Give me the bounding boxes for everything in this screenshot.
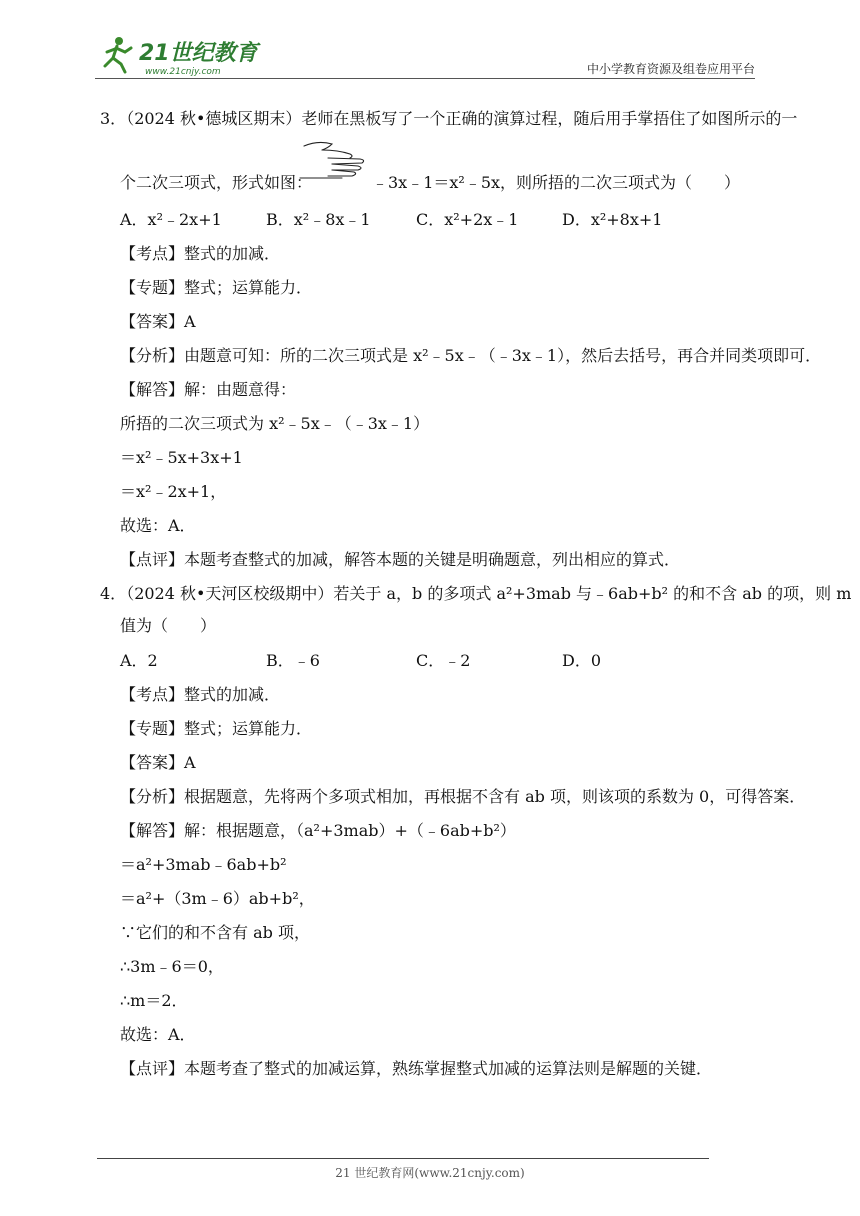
q3-step: ＝x²﹣5x+3x+1: [120, 448, 243, 467]
platform-name: 中小学教育资源及组卷应用平台: [586, 62, 755, 76]
q3-option-d[interactable]: D．x²+8x+1: [562, 210, 663, 229]
q4-number: 4．: [100, 584, 127, 603]
q4-option-b[interactable]: B．﹣6: [266, 651, 320, 670]
q4-kaodian: 【考点】整式的加减．: [120, 685, 281, 704]
q3-step: 所捂的二次三项式为 x²﹣5x﹣（﹣3x﹣1）: [120, 414, 430, 433]
q3-number: 3．: [100, 109, 127, 128]
q4-step: ∴m＝2．: [120, 991, 188, 1010]
q4-answer: 【答案】A: [120, 753, 196, 772]
q3-option-c[interactable]: C．x²+2x﹣1: [416, 210, 519, 229]
q4-option-c[interactable]: C．﹣2: [416, 651, 471, 670]
q4-step: ＝a²+3mab﹣6ab+b²: [120, 855, 287, 874]
q3-comment: 【点评】本题考查整式的加减，解答本题的关键是明确题意，列出相应的算式．: [120, 550, 681, 569]
header-divider: [95, 78, 755, 79]
q4-step: ＝a²+（3m﹣6）ab+b²，: [120, 889, 315, 908]
q3-stem-line1: 3．（2024 秋•德城区期末）老师在黑板写了一个正确的演算过程，随后用手掌捂住了如图所示的一: [100, 109, 798, 128]
runner-icon: [105, 37, 131, 72]
q4-stem-line1: 4．（2024 秋•天河区校级期中）若关于 a，b 的多项式 a²+3mab 与﹣6ab+b² 的和不含 ab 的项，则 m: [100, 584, 852, 603]
q3-kaodian: 【考点】整式的加减．: [120, 244, 281, 263]
q3-zhuanti: 【专题】整式；运算能力．: [120, 278, 313, 297]
q4-analysis: 【分析】根据题意，先将两个多项式相加，再根据不含有 ab 项，则该项的系数为 0，可得答案．: [120, 787, 806, 806]
footer-divider: [97, 1158, 709, 1159]
q3-option-a[interactable]: A．x²﹣2x+1: [120, 210, 222, 229]
q4-stem-line2: 值为（ ）: [120, 616, 217, 635]
q3-step: ＝x²﹣2x+1，: [120, 482, 227, 501]
q3-solution-head: 【解答】解：由题意得：: [120, 380, 297, 399]
q4-option-d[interactable]: D．0: [562, 651, 602, 670]
q3-stem-line2-post: ﹣3x﹣1＝x²﹣5x，则所捂的二次三项式为（ ）: [372, 173, 741, 192]
q4-step: ∵它们的和不含有 ab 项，: [120, 923, 310, 942]
site-logo: [95, 34, 265, 78]
q3-option-b[interactable]: B．x²﹣8x﹣1: [266, 210, 371, 229]
hand-icon: [298, 138, 368, 186]
q4-option-a[interactable]: A．2: [120, 651, 158, 670]
q4-solution-head: 【解答】解：根据题意，（a²+3mab）+（﹣6ab+b²）: [120, 821, 516, 840]
footer-link[interactable]: 21 世纪教育网(www.21cnjy.com): [335, 1166, 525, 1180]
q3-step: 故选：A．: [120, 516, 196, 535]
q4-comment: 【点评】本题考查了整式的加减运算，熟练掌握整式加减的运算法则是解题的关键．: [120, 1059, 713, 1078]
q4-zhuanti: 【专题】整式；运算能力．: [120, 719, 313, 738]
q3-answer: 【答案】A: [120, 312, 196, 331]
q4-step: 故选：A．: [120, 1025, 196, 1044]
logo-url: www.21cnjy.com: [145, 67, 221, 77]
q3-analysis: 【分析】由题意可知：所的二次三项式是 x²﹣5x﹣（﹣3x﹣1），然后去括号，再合并同类项即可．: [120, 346, 822, 365]
q4-step: ∴3m﹣6＝0，: [120, 957, 224, 976]
q3-stem-line2: 个二次三项式，形式如图：: [120, 173, 313, 192]
logo-text: 21世纪教育: [139, 41, 258, 66]
